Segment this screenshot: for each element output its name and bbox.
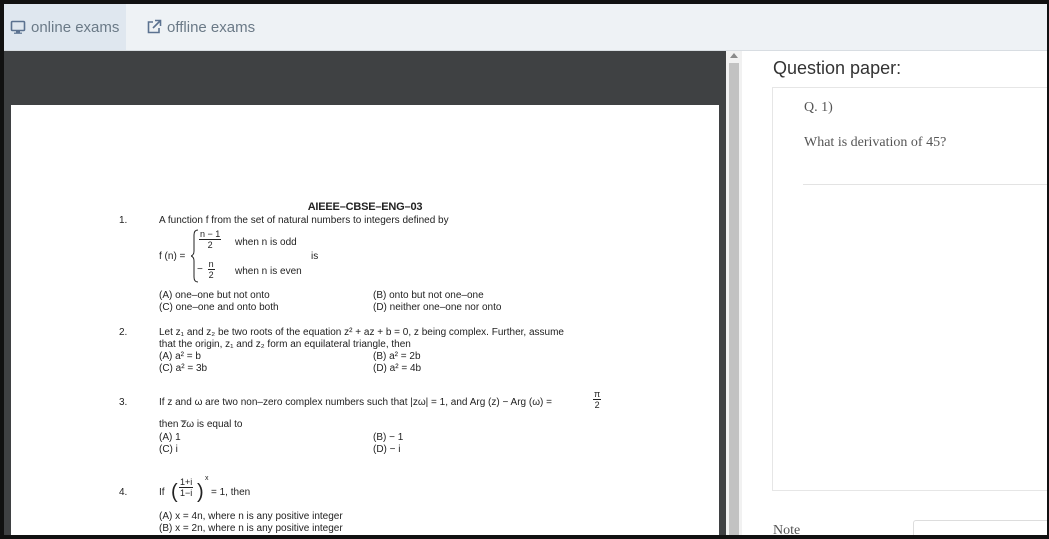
note-label: Note bbox=[773, 523, 801, 538]
fraction-denominator: 2 bbox=[594, 400, 600, 410]
question-number: 1. bbox=[119, 215, 128, 226]
fraction-denominator: 1−i bbox=[180, 488, 193, 498]
question-text-cont: that the origin, z₁ and z₂ form an equilateral triangle, then bbox=[159, 339, 411, 350]
tab-bar bbox=[4, 4, 1049, 51]
option-d: (D) − i bbox=[373, 444, 401, 455]
question-text: Let z₁ and z₂ be two roots of the equation z² + az + b = 0, z being complex. Further, assume bbox=[159, 327, 564, 338]
option-d: (D) a² = 4b bbox=[373, 363, 422, 374]
scroll-up-icon[interactable] bbox=[730, 53, 738, 58]
exponent: x bbox=[205, 475, 209, 482]
option-a: (A) a² = b bbox=[159, 351, 201, 362]
option-b: (B) − 1 bbox=[373, 432, 404, 443]
function-label: f (n) = bbox=[159, 251, 186, 262]
option-a: (A) x = 4n, where n is any positive integer bbox=[159, 511, 343, 522]
question-text: If z and ω are two non–zero complex numbers such that |zω| = 1, and Arg (z) − Arg (ω) = bbox=[159, 397, 552, 408]
left-paren: ( bbox=[171, 481, 178, 503]
question-number: 4. bbox=[119, 487, 128, 498]
pdf-page: AIEEE–CBSE–ENG–03 1. A function f from the set of natural numbers to integers defined by f (n) = $\frac{n - 1}{2}$ when n is odd − $\frac{n}{2}$ when n is even is (A) one–one but not onto (B) onto but not one–one (C) one–one and onto both (D) neither one–one nor onto 2. Let z₁ and z₂ be two roots of the equation z² + az + b = 0, z being complex. Further, assume that the origin, z₁ and z₂ form an equilateral triangle, then (A) a² = b (B) a² = 2b (C) a² = 3b (D) a² = 4b 3. If z and ω are two non–zero complex numbers such that |zω| = 1, and Arg (z) − Arg (ω) = $\frac{\pi}{2}$ then z̅ω is equal to (A) 1 (B) − 1 (C) i (D) − i 4. If ( $\frac{1+i}{1-i}$ ) x = 1, then (A) x = 4n, where n is any positive integer (B) x = 2n, where n is any positive integer bbox=[11, 105, 719, 539]
desktop-icon bbox=[10, 19, 26, 35]
tab-online-exams[interactable] bbox=[4, 4, 126, 50]
paper-title: AIEEE–CBSE–ENG–03 bbox=[307, 201, 423, 213]
option-b: (B) a² = 2b bbox=[373, 351, 421, 362]
option-b: (B) onto but not one–one bbox=[373, 290, 484, 301]
fraction-numerator: 1+i bbox=[180, 477, 193, 487]
tab-label: online exams bbox=[31, 18, 120, 36]
question-text: = 1, then bbox=[211, 487, 251, 498]
fraction-denominator: 2 bbox=[207, 240, 213, 250]
question-card bbox=[772, 87, 1049, 491]
fraction-denominator: 2 bbox=[208, 270, 214, 280]
question-text-cont: then z̅ω is equal to bbox=[159, 419, 243, 430]
option-b: (B) x = 2n, where n is any positive integer bbox=[159, 523, 343, 534]
case-condition: when n is odd bbox=[235, 237, 297, 248]
question-panel bbox=[742, 51, 1049, 539]
case-condition: when n is even bbox=[235, 266, 302, 277]
tab-label: offline exams bbox=[167, 18, 256, 36]
option-a: (A) one–one but not onto bbox=[159, 290, 270, 301]
if-text: If bbox=[159, 487, 165, 498]
note-input[interactable] bbox=[913, 520, 1049, 539]
fraction-numerator: n − 1 bbox=[200, 229, 221, 239]
question-text: What is derivation of 45? bbox=[804, 135, 947, 150]
fraction-numerator: n bbox=[208, 259, 214, 269]
option-d: (D) neither one–one nor onto bbox=[373, 302, 502, 313]
panel-title: Question paper: bbox=[773, 58, 902, 78]
tab-offline-exams[interactable] bbox=[140, 4, 270, 50]
pdf-viewer[interactable] bbox=[4, 51, 726, 539]
question-number: 3. bbox=[119, 397, 128, 408]
option-c: (C) one–one and onto both bbox=[159, 302, 279, 313]
question-label: Q. 1) bbox=[804, 100, 833, 115]
divider bbox=[803, 184, 1049, 185]
question-text: A function f from the set of natural numbers to integers defined by bbox=[159, 215, 449, 226]
scrollbar-thumb[interactable] bbox=[729, 63, 739, 539]
option-a: (A) 1 bbox=[159, 432, 181, 443]
option-c: (C) i bbox=[159, 444, 178, 455]
viewer-scrollbar[interactable] bbox=[726, 51, 742, 539]
external-link-icon bbox=[146, 19, 162, 35]
question-number: 2. bbox=[119, 327, 128, 338]
right-paren: ) bbox=[197, 481, 204, 503]
is-text: is bbox=[311, 251, 319, 262]
fraction-numerator: π bbox=[594, 389, 601, 399]
option-c: (C) a² = 3b bbox=[159, 363, 208, 374]
